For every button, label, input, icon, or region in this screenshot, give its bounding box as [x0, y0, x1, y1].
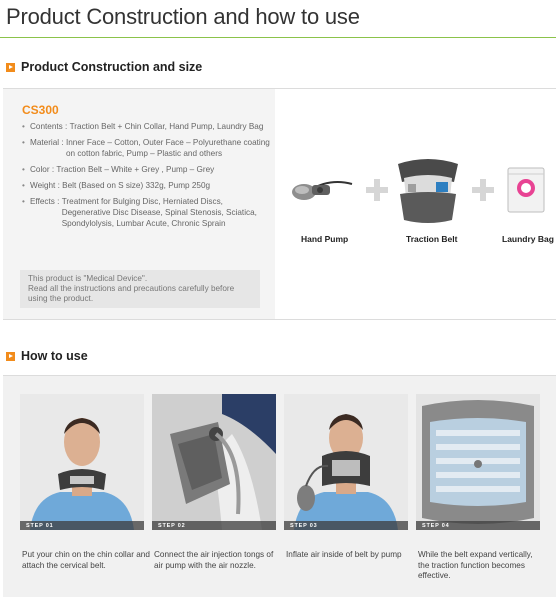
title-divider: [0, 37, 556, 38]
notice-line-1: This product is "Medical Device".: [28, 274, 148, 283]
spec-item-material: [22, 137, 272, 159]
spec-item-contents: [22, 121, 272, 132]
plus-icon: [366, 179, 388, 201]
spec-list: [22, 121, 272, 234]
spec-value: Inner Face – Cotton, Outer Face – Polyurethane coating on cotton fabric, Pump – Plastic and others: [65, 138, 270, 158]
spec-key: • Material :: [30, 138, 64, 147]
step-02-text: Connect the air injection tongs of air pump with the air nozzle.: [154, 550, 274, 570]
step-03-text: Inflate air inside of belt by pump: [286, 550, 402, 559]
step-04-text: While the belt expand vertically, the traction function becomes effective.: [418, 550, 533, 580]
hand-pump-icon: [290, 170, 358, 210]
construction-heading-text: Product Construction and size: [21, 60, 203, 74]
step-label: STEP 03: [290, 523, 318, 529]
plus-icon: [472, 179, 494, 201]
pump-connector-icon: [152, 394, 276, 530]
laundry-bag-icon: [504, 164, 548, 216]
construction-heading: [6, 60, 202, 74]
expanded-belt-icon: [416, 394, 540, 530]
spec-key: • Contents :: [30, 122, 68, 131]
spec-value: Traction Belt + Chin Collar, Hand Pump, Laundry Bag: [69, 122, 264, 131]
spec-key: • Effects :: [30, 197, 60, 206]
spec-value: Traction Belt – White + Grey , Pump – Grey: [56, 165, 215, 174]
spec-item-weight: [22, 180, 272, 191]
orange-arrow-icon: [6, 63, 15, 72]
spec-value: Treatment for Bulging Disc, Herniated Discs, Degenerative Disc Disease, Spinal Stenosis, Sciatica, Spondylolysis, Lumbar Acute, Chronic Sprain: [61, 197, 257, 228]
step-label: STEP 01: [26, 523, 54, 529]
spec-key: • Color :: [30, 165, 55, 174]
man-inflating-belt-icon: [284, 394, 408, 530]
traction-belt-icon: [392, 154, 464, 226]
spec-item-effects: [22, 196, 272, 229]
spec-value: Belt (Based on S size) 332g, Pump 250g: [62, 181, 211, 190]
product-label-traction-belt: Traction Belt: [406, 234, 458, 244]
step-01-photo: [20, 394, 144, 530]
product-label-hand-pump: Hand Pump: [301, 234, 349, 244]
step-label: STEP 04: [422, 523, 450, 529]
step-label: STEP 02: [158, 523, 186, 529]
spec-key: • Weight :: [30, 181, 60, 190]
product-label-laundry-bag: Laundry Bag: [502, 234, 554, 244]
howto-heading: [6, 349, 88, 363]
step-04-photo: [416, 394, 540, 530]
step-03-photo: [284, 394, 408, 530]
notice-line-2: Read all the instructions and precautions carefully before using the product.: [28, 284, 235, 303]
man-wearing-collar-icon: [20, 394, 144, 530]
spec-item-color: [22, 164, 272, 175]
orange-arrow-icon: [6, 352, 15, 361]
model-name: CS300: [22, 103, 59, 117]
medical-device-notice: [20, 270, 260, 308]
step-02-photo: [152, 394, 276, 530]
howto-heading-text: How to use: [21, 349, 88, 363]
page-title: Product Construction and how to use: [6, 4, 360, 29]
step-01-text: Put your chin on the chin collar and attach the cervical belt.: [22, 550, 150, 570]
